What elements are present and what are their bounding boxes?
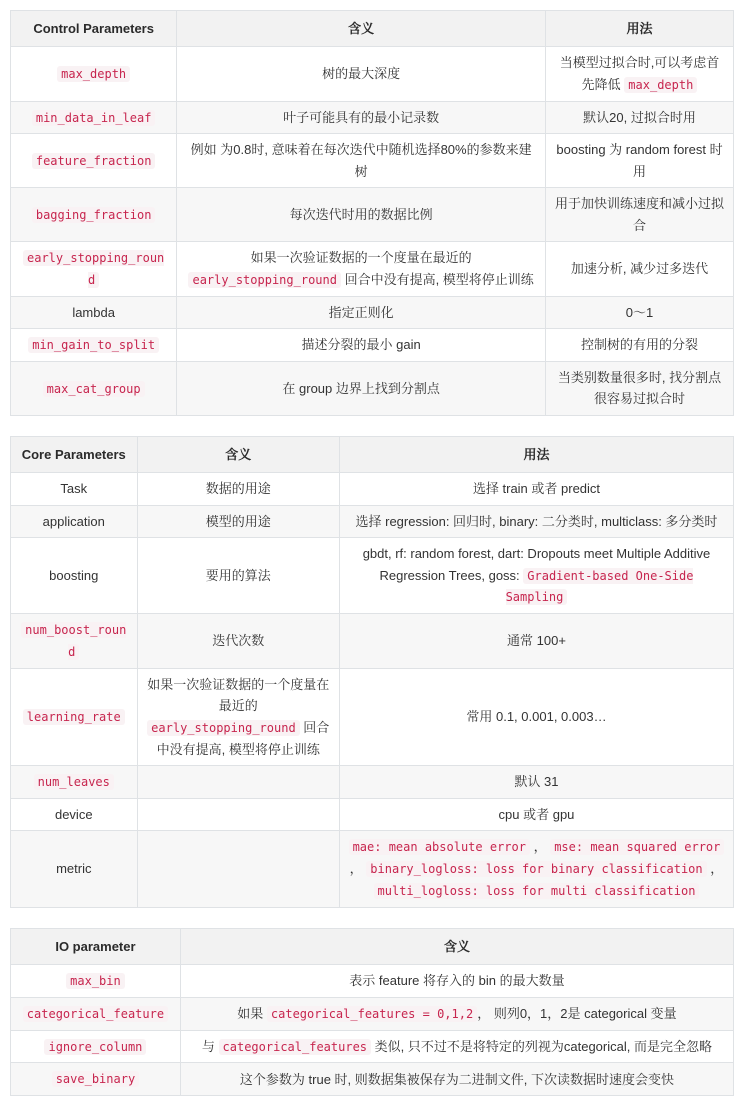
table-cell — [339, 831, 733, 907]
text-segment: 这个参数为 true 时, 则数据集被保存为二进制文件, 下次读数据时速度会变快 — [239, 1071, 674, 1087]
text-segment: 常用 0.1, 0.001, 0.003… — [466, 709, 607, 725]
text-segment: 与 — [201, 1038, 219, 1054]
table-row — [11, 668, 734, 765]
text-segment: 选择 train 或者 predict — [472, 481, 601, 497]
text-segment: 模型的用途 — [205, 513, 271, 529]
param-name-cell — [11, 831, 138, 907]
param-name-cell — [11, 765, 138, 798]
text-segment: 指定正则化 — [328, 304, 394, 320]
code-token: max_bin — [66, 973, 125, 989]
table-row — [11, 47, 734, 101]
text-segment: ， — [706, 861, 724, 876]
table-row — [11, 538, 734, 614]
code-token: categorical_features = 0,1,2 — [267, 1006, 477, 1022]
column-header: 含义 — [177, 11, 546, 47]
column-header: IO parameter — [11, 928, 181, 964]
param-name-cell — [11, 997, 181, 1030]
text-segment: 0～1 — [625, 304, 654, 320]
code-token: mse: mean squared error — [550, 839, 724, 855]
table-cell — [137, 473, 339, 505]
param-name-cell — [11, 101, 177, 134]
code-token: feature_fraction — [32, 153, 156, 169]
param-name-cell — [11, 188, 177, 242]
table-row — [11, 965, 734, 998]
table-row — [11, 1030, 734, 1063]
table-row — [11, 134, 734, 188]
code-token: categorical_features — [219, 1039, 372, 1055]
table-cell — [546, 329, 734, 362]
text-segment: 如果一次验证数据的一个度量在最近的 — [147, 676, 330, 714]
table-row — [11, 831, 734, 907]
table-cell — [137, 765, 339, 798]
parameter-tables — [10, 10, 734, 1096]
core-parameters-table — [10, 436, 734, 908]
table-cell — [177, 188, 546, 242]
text-segment: 控制树的有用的分裂 — [581, 337, 699, 353]
table-row — [11, 101, 734, 134]
param-name-cell — [11, 965, 181, 998]
table-cell — [180, 1063, 733, 1096]
param-name-cell — [11, 329, 177, 362]
table-row — [11, 329, 734, 362]
column-header: Core Parameters — [11, 436, 138, 472]
table-cell — [339, 538, 733, 614]
text-segment: gbdt, rf: random forest, dart: Dropouts meet Multiple Additive Regression Trees, goss: — [362, 546, 711, 583]
text-segment: boosting 为 random forest 时用 — [556, 142, 723, 179]
param-name-cell — [11, 47, 177, 101]
code-token: max_depth — [624, 77, 697, 93]
text-segment: 表示 feature 将存入的 bin 的最大数量 — [349, 973, 565, 989]
text-segment: 默认 31 — [514, 774, 559, 790]
column-header: 含义 — [180, 928, 733, 964]
table-cell — [137, 505, 339, 537]
param-name-cell — [11, 798, 138, 830]
table-cell — [177, 329, 546, 362]
code-token: min_gain_to_split — [28, 337, 159, 353]
table-cell — [177, 242, 546, 297]
table-cell — [339, 614, 733, 669]
table-cell — [339, 505, 733, 537]
table-cell — [546, 101, 734, 134]
param-name-cell — [11, 505, 138, 537]
code-token: min_data_in_leaf — [32, 110, 156, 126]
code-token: max_depth — [57, 66, 130, 82]
text-segment: 叶子可能具有的最小记录数 — [283, 109, 440, 125]
text-segment: 当类别数量很多时, 找分割点很容易过拟合时 — [557, 370, 722, 407]
code-token: early_stopping_round — [23, 250, 164, 288]
text-segment: 如果一次验证数据的一个度量在最近的 — [250, 250, 472, 266]
code-token: learning_rate — [23, 709, 125, 725]
table-cell — [546, 296, 734, 328]
table-cell — [546, 188, 734, 242]
text-segment: 树的最大深度 — [322, 66, 401, 82]
param-name-cell — [11, 362, 177, 416]
table-cell — [177, 134, 546, 188]
text-segment: 通常 100+ — [507, 633, 566, 649]
text-segment: 回合中没有提高, 模型将停止训练 — [340, 271, 534, 287]
table-cell — [177, 296, 546, 328]
control-parameters-table — [10, 10, 734, 416]
table-row — [11, 798, 734, 830]
param-name-cell — [11, 614, 138, 669]
code-token: Gradient-based One-Side Sampling — [505, 568, 694, 605]
text-segment: application — [42, 513, 105, 529]
table-row — [11, 997, 734, 1030]
text-segment: 类似, 只不过不是将特定的列视为categorical, 而是完全忽略 — [371, 1038, 712, 1054]
code-token: num_leaves — [34, 774, 114, 790]
table-cell — [177, 47, 546, 101]
table-cell — [180, 1030, 733, 1063]
text-segment: Task — [60, 481, 88, 497]
text-segment: 如果 — [237, 1005, 267, 1021]
text-segment: 选择 regression: 回归时, binary: 二分类时, multiclass: 多分类时 — [355, 513, 718, 529]
table-row — [11, 188, 734, 242]
table-row — [11, 765, 734, 798]
column-header: 用法 — [546, 11, 734, 47]
table-cell — [546, 134, 734, 188]
text-segment: 迭代次数 — [212, 633, 265, 649]
param-name-cell — [11, 1063, 181, 1096]
table-cell — [546, 362, 734, 416]
text-segment: ， — [349, 861, 367, 876]
code-token: multi_logloss: loss for multi classification — [374, 883, 700, 899]
io-parameter-table — [10, 928, 734, 1097]
text-segment: 描述分裂的最小 gain — [301, 337, 421, 353]
code-token: early_stopping_round — [188, 272, 341, 288]
column-header: Control Parameters — [11, 11, 177, 47]
table-row — [11, 1063, 734, 1096]
text-segment: 回合中没有提高, 模型将停止训练 — [156, 719, 330, 757]
table-cell — [180, 997, 733, 1030]
table-cell — [339, 765, 733, 798]
header-row — [11, 436, 734, 472]
header-row — [11, 11, 734, 47]
table-cell — [546, 242, 734, 297]
code-token: early_stopping_round — [147, 720, 300, 736]
text-segment: 加速分析, 减少过多迭代 — [570, 261, 709, 277]
text-segment: 在 group 边界上找到分割点 — [282, 380, 440, 396]
text-segment: 数据的用途 — [205, 481, 271, 497]
text-segment: boosting — [49, 568, 99, 584]
table-cell — [137, 538, 339, 614]
param-name-cell — [11, 296, 177, 328]
param-name-cell — [11, 1030, 181, 1063]
table-cell — [177, 362, 546, 416]
table-row — [11, 614, 734, 669]
code-token: binary_logloss: loss for binary classification — [366, 861, 706, 877]
code-token: bagging_fraction — [32, 207, 156, 223]
table-row — [11, 362, 734, 416]
table-row — [11, 505, 734, 537]
table-row — [11, 242, 734, 297]
text-segment: 当模型过拟合时,可以考虑首先降低 — [559, 55, 720, 92]
text-segment: 要用的算法 — [205, 568, 271, 584]
code-token: ignore_column — [44, 1039, 146, 1055]
text-segment: device — [54, 806, 93, 822]
table-cell — [546, 47, 734, 101]
table-cell — [137, 668, 339, 765]
table-cell — [137, 614, 339, 669]
param-name-cell — [11, 242, 177, 297]
table-cell — [339, 798, 733, 830]
column-header: 用法 — [339, 436, 733, 472]
code-token: save_binary — [52, 1071, 139, 1087]
code-token: max_cat_group — [43, 381, 145, 397]
text-segment: 默认20, 过拟合时用 — [583, 109, 696, 125]
code-token: categorical_feature — [23, 1006, 168, 1022]
code-token: mae: mean absolute error — [349, 839, 530, 855]
table-cell — [339, 668, 733, 765]
text-segment: 每次迭代时用的数据比例 — [289, 207, 433, 223]
column-header: 含义 — [137, 436, 339, 472]
text-segment: cpu 或者 gpu — [498, 806, 575, 822]
header-row — [11, 928, 734, 964]
table-cell — [339, 473, 733, 505]
table-row — [11, 296, 734, 328]
text-segment: 用于加快训练速度和减小过拟合 — [555, 196, 725, 233]
text-segment: ， 则列0，1，2是 categorical 变量 — [477, 1005, 677, 1021]
table-row — [11, 473, 734, 505]
table-cell — [177, 101, 546, 134]
text-segment: metric — [56, 861, 92, 877]
text-segment: lambda — [72, 304, 115, 320]
code-token: num_boost_round — [21, 622, 126, 660]
table-cell — [137, 831, 339, 907]
table-cell — [180, 965, 733, 998]
param-name-cell — [11, 538, 138, 614]
param-name-cell — [11, 134, 177, 188]
table-cell — [137, 798, 339, 830]
text-segment: 例如 为0.8时, 意味着在每次迭代中随机选择80%的参数来建树 — [190, 142, 532, 179]
text-segment: ， — [529, 839, 551, 855]
param-name-cell — [11, 473, 138, 505]
param-name-cell — [11, 668, 138, 765]
